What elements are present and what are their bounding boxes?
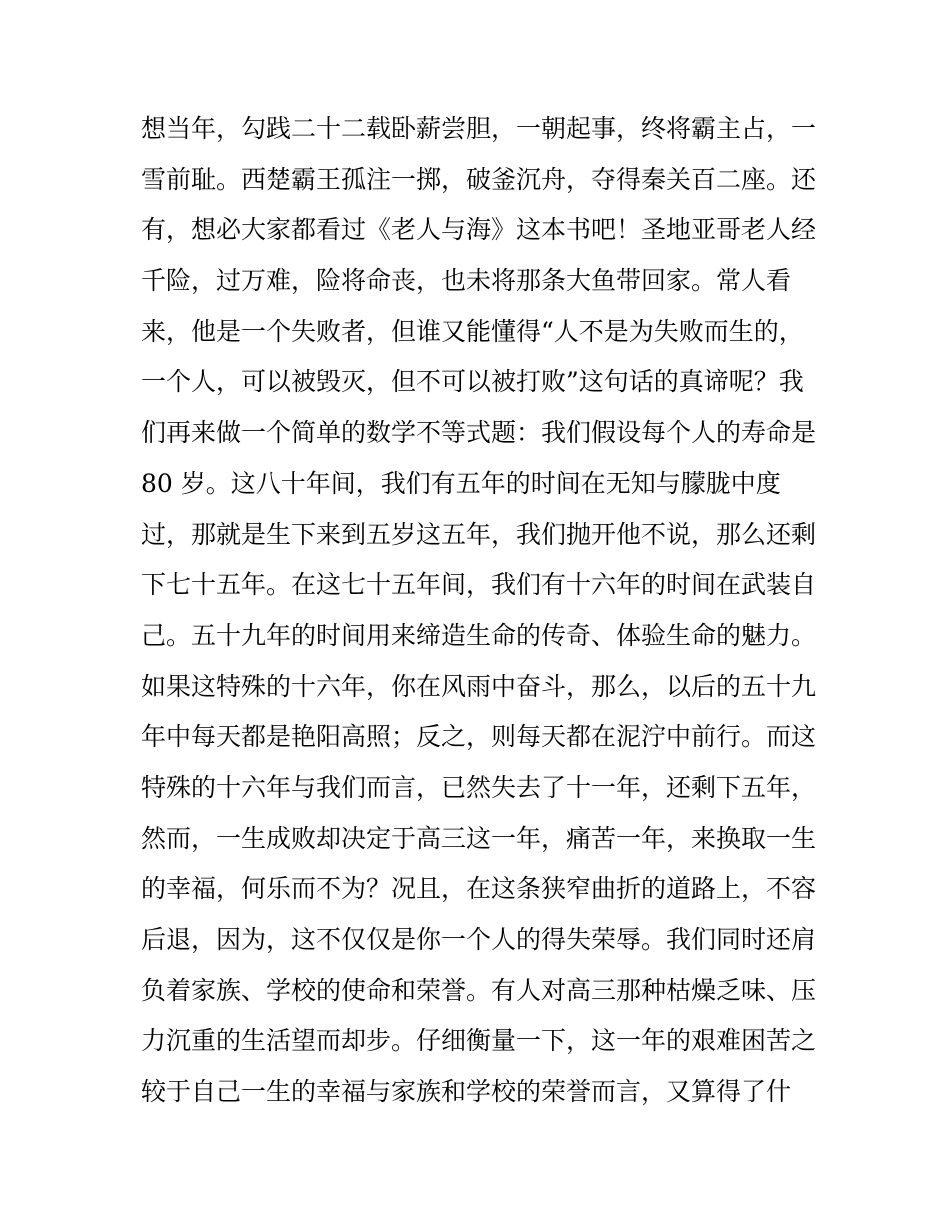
- text-line: 下七十五年。在这七十五年间，我们有十六年的时间在武装自: [141, 570, 817, 600]
- text-line: 千险，过万难，险将命丧，也未将那条大鱼带回家。常人看: [141, 266, 792, 296]
- text-line: 如果这特殊的十六年，你在风雨中奋斗，那么，以后的五十九: [141, 671, 817, 701]
- text-line: 特殊的十六年与我们而言，已然失去了十一年，还剩下五年，: [141, 772, 817, 802]
- text-line: 然而，一生成败却决定于高三这一年，痛苦一年，来换取一生: [141, 823, 817, 853]
- text-line: 一个人，可以被毁灭，但不可以被打败”这句话的真谛呢？我: [141, 367, 804, 397]
- text-line: 后退，因为，这不仅仅是你一个人的得失荣辱。我们同时还肩: [141, 925, 817, 954]
- text-line: 年中每天都是艳阳高照；反之，则每天都在泥泞中前行。而这: [141, 722, 817, 752]
- body-text: [141, 104, 821, 1118]
- text-line: 们再来做一个简单的数学不等式题：我们假设每个人的寿命是: [141, 418, 817, 448]
- text-line: 的幸福，何乐而不为？况且，在这条狭窄曲折的道路上，不容: [141, 874, 817, 904]
- text-line: 有，想必大家都看过《老人与海》这本书吧！圣地亚哥老人经: [141, 215, 817, 245]
- text-line: 来，他是一个失败者，但谁又能懂得“人不是为失败而生的，: [141, 316, 804, 346]
- text-line: 力沉重的生活望而却步。仔细衡量一下，这一年的艰难困苦之: [141, 1026, 817, 1056]
- text-line: 雪前耻。西楚霸王孤注一掷，破釜沉舟，夺得秦关百二座。还: [141, 164, 817, 194]
- text-line: 80 岁。这八十年间，我们有五年的时间在无知与朦胧中度: [141, 468, 781, 498]
- text-line: 己。五十九年的时间用来缔造生命的传奇、体验生命的魅力。: [141, 620, 817, 650]
- text-line: 想当年，勾践二十二载卧薪尝胆，一朝起事，终将霸主占，一: [141, 114, 817, 143]
- text-line: 过，那就是生下来到五岁这五年，我们抛开他不说，那么还剩: [141, 519, 817, 549]
- text-line: 较于自己一生的幸福与家族和学校的荣誉而言，又算得了什: [141, 1077, 792, 1107]
- text-line: 负着家族、学校的使命和荣誉。有人对高三那种枯燥乏味、压: [141, 975, 817, 1005]
